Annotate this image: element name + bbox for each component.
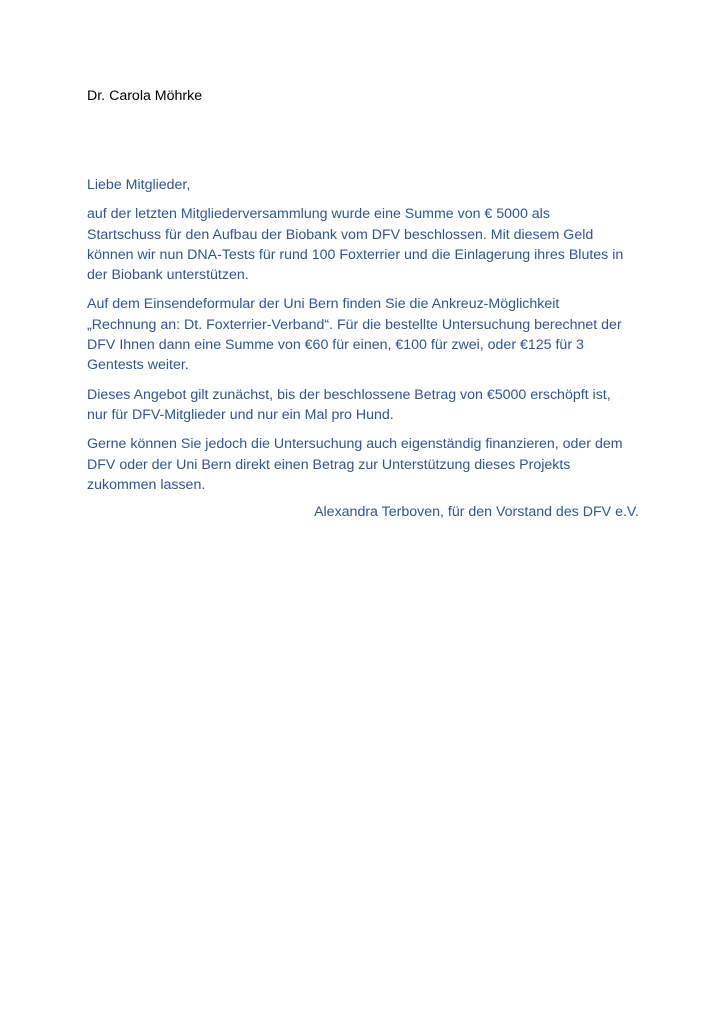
paragraph-line: Gerne können Sie jedoch die Untersuchung auch eigenständig finanzieren, oder dem: [87, 436, 623, 453]
paragraph-line: zukommen lassen.: [87, 476, 206, 493]
paragraph-line: „Rechnung an: Dt. Foxterrier-Verband“. Für die bestellte Untersuchung berechnet der: [87, 316, 622, 333]
paragraph-line: Auf dem Einsendeformular der Uni Bern finden Sie die Ankreuz-Möglichkeit: [87, 296, 560, 313]
paragraph-line: Gentests weiter.: [87, 357, 189, 374]
paragraph-offer-terms: [87, 385, 639, 426]
paragraph-line: DFV oder der Uni Bern direkt einen Betrag zur Unterstützung dieses Projekts: [87, 456, 571, 473]
paragraph-self-funding: [87, 434, 639, 495]
paragraph-line: Dieses Angebot gilt zunächst, bis der beschlossene Betrag von €5000 erschöpft ist,: [87, 386, 611, 403]
paragraph-line: DFV Ihnen dann eine Summe von €60 für einen, €100 für zwei, oder €125 für 3: [87, 337, 584, 354]
paragraph-line: auf der letzten Mitgliederversammlung wurde eine Summe von € 5000 als: [87, 206, 550, 223]
letter-body: [87, 175, 639, 522]
paragraph-billing: [87, 294, 639, 375]
paragraph-biobank-funding: [87, 204, 639, 285]
paragraph-line: nur für DFV-Mitglieder und nur ein Mal pro Hund.: [87, 406, 394, 423]
paragraph-line: können wir nun DNA-Tests für rund 100 Foxterrier und die Einlagerung ihres Blutes in: [87, 246, 624, 263]
author-name: Dr. Carola Möhrke: [87, 88, 203, 104]
paragraph-line: der Biobank unterstützen.: [87, 267, 249, 284]
greeting: Liebe Mitglieder,: [87, 177, 191, 193]
paragraph-line: Startschuss für den Aufbau der Biobank vom DFV beschlossen. Mit diesem Geld: [87, 226, 594, 243]
signature: Alexandra Terboven, für den Vorstand des DFV e.V.: [314, 504, 639, 521]
